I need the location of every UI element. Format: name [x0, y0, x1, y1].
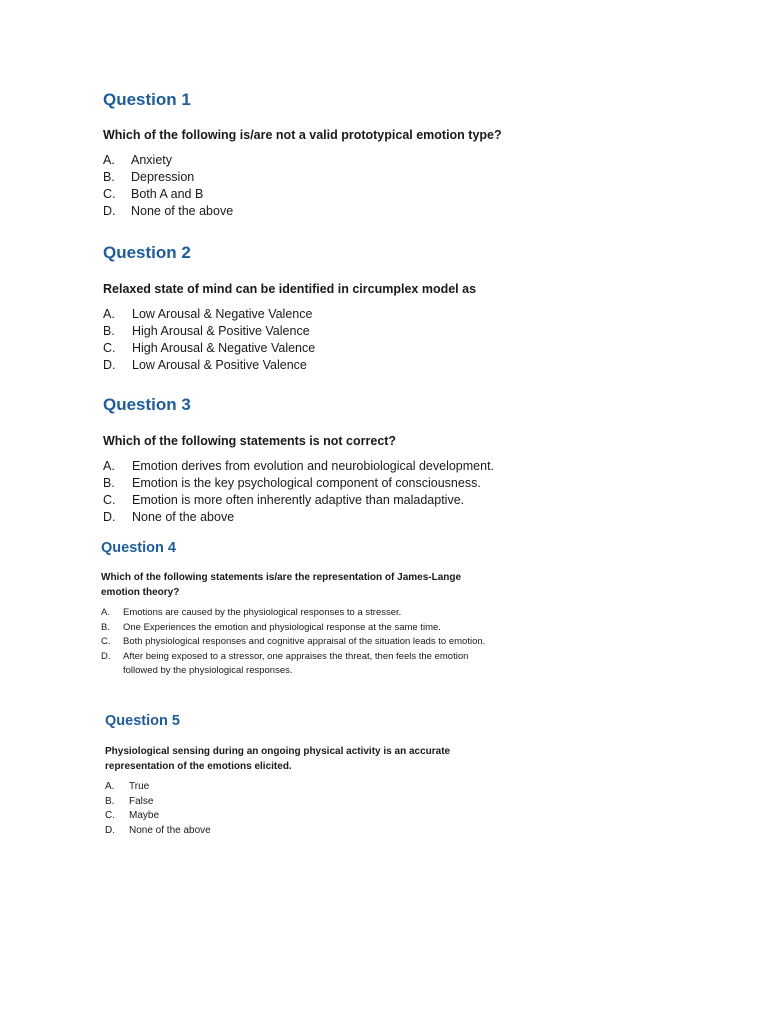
- option-letter: D.: [103, 204, 116, 218]
- option-text: Maybe: [129, 810, 160, 821]
- option-letter: B.: [105, 795, 115, 807]
- option-letter: B.: [101, 621, 110, 633]
- option-letter: A.: [103, 459, 115, 473]
- question-title: Question 5: [105, 713, 180, 729]
- option-letter: B.: [103, 324, 115, 338]
- option-c: [103, 186, 233, 203]
- option-text: None of the above: [129, 824, 211, 836]
- option-d: [103, 357, 315, 374]
- option-list: [103, 458, 494, 526]
- option-text: None of the above: [131, 204, 234, 218]
- option-text: High Arousal & Positive Valence: [132, 324, 310, 338]
- option-letter: A.: [101, 607, 110, 618]
- option-text: Both A and B: [131, 187, 204, 201]
- option-letter: C.: [105, 810, 115, 821]
- option-b: [101, 621, 503, 636]
- option-letter: C.: [103, 493, 116, 507]
- option-b: [103, 323, 315, 340]
- question-prompt: Physiological sensing during an ongoing physical activity is an accurate representation of the emotions elicited.: [105, 746, 451, 772]
- option-letter: A.: [103, 153, 115, 167]
- option-text: Low Arousal & Negative Valence: [132, 307, 313, 321]
- option-c: [103, 492, 494, 509]
- option-list: [101, 606, 503, 679]
- option-d: [103, 509, 494, 526]
- option-a: [105, 780, 211, 795]
- option-letter: A.: [105, 781, 115, 792]
- option-d: [105, 824, 211, 839]
- option-text: Depression: [131, 170, 195, 184]
- option-list: [105, 780, 211, 838]
- option-letter: D.: [103, 510, 116, 524]
- option-text: Both physiological responses and cognitive appraisal of the situation leads to emotion.: [123, 636, 486, 647]
- option-b: [103, 475, 494, 492]
- question-prompt: Relaxed state of mind can be identified in circumplex model as: [103, 282, 477, 296]
- option-letter: D.: [103, 358, 116, 372]
- option-b: [105, 795, 211, 810]
- option-letter: D.: [105, 824, 115, 836]
- option-text: None of the above: [132, 510, 235, 524]
- question-prompt: Which of the following is/are not a valid prototypical emotion type?: [103, 128, 502, 142]
- option-text: Emotion is more often inherently adaptive than maladaptive.: [132, 493, 465, 507]
- option-list: [103, 306, 315, 374]
- option-a: [103, 458, 494, 475]
- option-a: [103, 306, 315, 323]
- option-text: After being exposed to a stressor, one appraises the threat, then feels the emotion followed by the physiological responses.: [123, 650, 469, 676]
- option-c: [105, 809, 211, 824]
- question-title: Question 2: [103, 243, 191, 262]
- option-d: [103, 203, 233, 220]
- question-title: Question 3: [103, 395, 191, 414]
- option-b: [103, 169, 233, 186]
- option-letter: C.: [103, 341, 116, 355]
- option-text: Emotions are caused by the physiological responses to a stresser.: [123, 607, 402, 618]
- question-title: Question 4: [101, 540, 176, 556]
- option-letter: D.: [101, 650, 111, 662]
- option-c: [101, 635, 503, 650]
- option-text: True: [129, 781, 150, 792]
- option-text: Emotion is the key psychological component of consciousness.: [132, 476, 481, 490]
- option-c: [103, 340, 315, 357]
- option-a: [101, 606, 503, 621]
- option-text: One Experiences the emotion and physiological response at the same time.: [123, 621, 441, 633]
- question-prompt: Which of the following statements is not correct?: [103, 434, 397, 448]
- option-letter: A.: [103, 307, 115, 321]
- option-letter: C.: [103, 187, 116, 201]
- option-letter: B.: [103, 170, 115, 184]
- option-text: Low Arousal & Positive Valence: [132, 358, 307, 372]
- option-letter: B.: [103, 476, 115, 490]
- option-text: Anxiety: [131, 153, 172, 167]
- question-prompt: Which of the following statements is/are the representation of James-Lange emotion theory?: [101, 572, 462, 598]
- option-letter: C.: [101, 636, 111, 647]
- option-text: Emotion derives from evolution and neurobiological development.: [132, 459, 495, 473]
- option-a: [103, 152, 233, 169]
- option-text: False: [129, 795, 154, 807]
- option-text: High Arousal & Negative Valence: [132, 341, 316, 355]
- option-list: [103, 152, 233, 220]
- question-title: Question 1: [103, 90, 191, 109]
- option-d: [101, 650, 503, 679]
